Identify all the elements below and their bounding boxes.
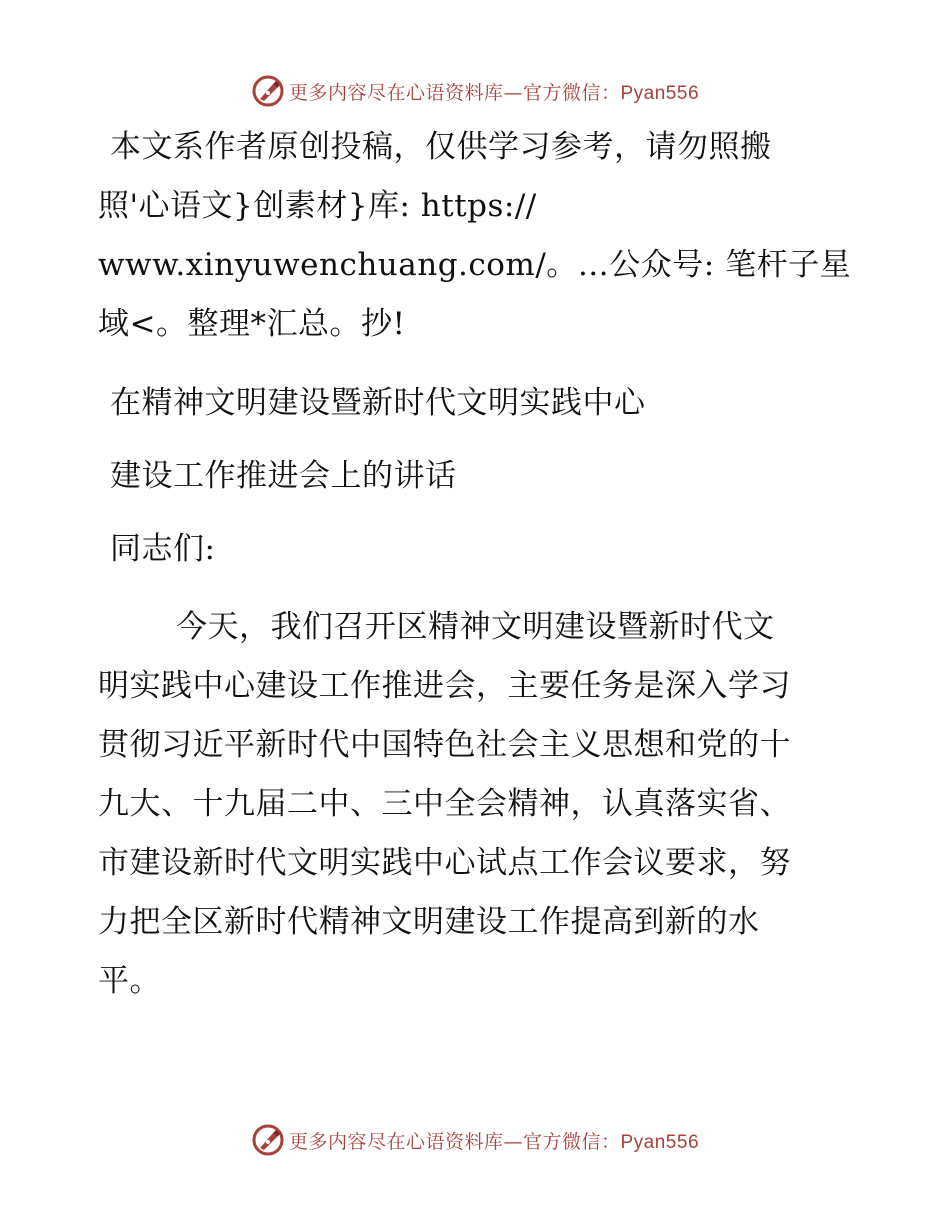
- header-banner: [0, 71, 950, 111]
- banner-wechat-id: Pyan556: [620, 1131, 700, 1153]
- body-line: 明实践中心建设工作推进会，主要任务是深入学习: [98, 668, 791, 704]
- body-line: 贯彻习近平新时代中国特色社会主义思想和党的十: [98, 727, 791, 763]
- notice-line-2: 照'心语文}创素材}库: https://: [98, 188, 537, 224]
- greeting: 同志们:: [110, 531, 216, 567]
- body-line: 今天，我们召开区精神文明建设暨新时代文: [176, 609, 775, 645]
- banner-label: 更多内容尽在心语资料库—官方微信：: [288, 1130, 621, 1153]
- notice-line-4: 域<。整理*汇总。抄!: [98, 306, 406, 342]
- document-title-line-1: 在精神文明建设暨新时代文明实践中心: [110, 385, 646, 421]
- body-line: 平。: [98, 963, 161, 999]
- body-line: 力把全区新时代精神文明建设工作提高到新的水: [98, 904, 760, 940]
- banner-label: 更多内容尽在心语资料库—官方微信：: [288, 81, 621, 104]
- footer-banner: [0, 1120, 950, 1160]
- pen-nib-logo-icon: [251, 1123, 285, 1157]
- body-line: 九大、十九届二中、三中全会精神，认真落实省、: [98, 786, 791, 822]
- banner-text: [289, 1127, 699, 1154]
- document-title-line-2: 建设工作推进会上的讲话: [110, 458, 457, 494]
- banner-text: [289, 78, 699, 105]
- pen-nib-logo-icon: [251, 74, 285, 108]
- document-body: [98, 118, 858, 1011]
- banner-wechat-id: Pyan556: [620, 82, 700, 104]
- notice-line-1: 本文系作者原创投稿，仅供学习参考，请勿照搬: [110, 129, 772, 165]
- body-line: 市建设新时代文明实践中心试点工作会议要求，努: [98, 845, 791, 881]
- notice-line-3: www.xinyuwenchuang.com/。…公众号: 笔杆子星: [98, 247, 852, 283]
- body-paragraph: [98, 598, 858, 1011]
